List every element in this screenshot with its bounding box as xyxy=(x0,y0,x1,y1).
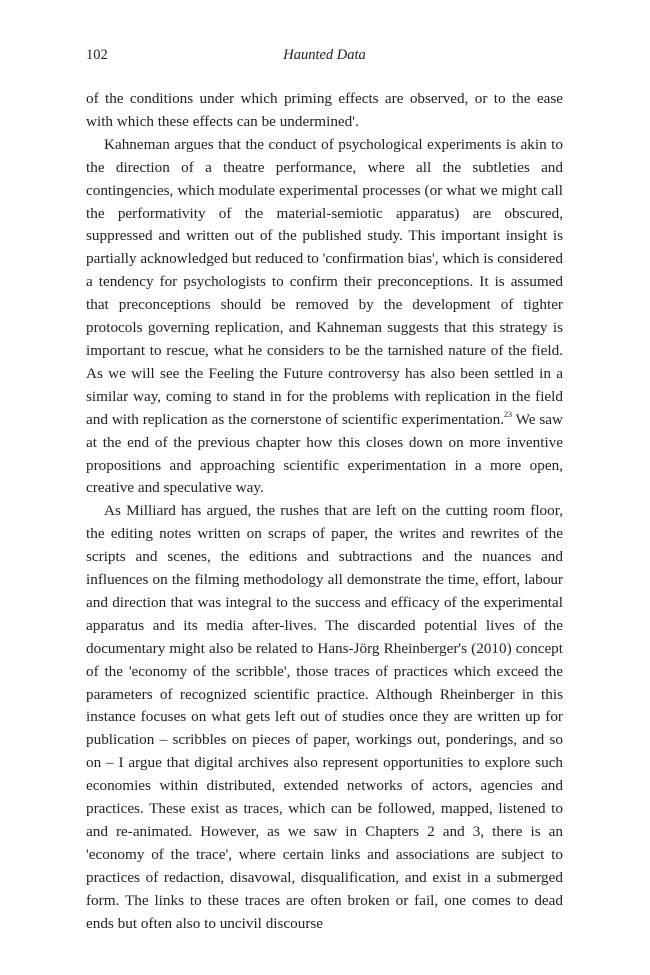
paragraph-milliard: As Milliard has argued, the rushes that are left on the cutting room floor, the editing notes written on scraps of paper, the writes and rewrites of the scripts and scenes, the editions and subtractions and the nuances and influences on the filming methodology all demonstrate the time, effort, labour and direction that was integral to the success and efficacy of the experimental apparatus and its media after-lives. The discarded potential lives of the documentary might also be related to Hans-Jörg Rheinberger's (2010) concept of the 'economy of the scribble', those traces of practices which exceed the parameters of recognized scientific practice. Although Rheinberger in this instance focuses on what gets left out of studies once they are written up for publication – scribbles on pieces of paper, workings out, ponderings, and so on – I argue that digital archives also represent opportunities to explore such economies within distributed, extended networks of actors, agencies and practices. These exist as traces, which can be followed, mapped, listened to and re-animated. However, as we saw in Chapters 2 and 3, there is an 'economy of the trace', where certain links and associations are subject to practices of redaction, disavowal, disqualification, and exist in a submerged form. The links to these traces are often broken or fail, one comes to dead ends but often also to uncivil discourse xyxy=(86,502,563,932)
page-number: 102 xyxy=(86,47,108,63)
paragraph-text: Kahneman argues that the conduct of psychological experiments is akin to the direction of a theatre performance, where all the subtleties and contingencies, which modulate experimental processes (or what we might call the performativity of the material-semiotic apparatus) are obscured, suppressed and written out of the published study. This important insight is partially acknowledged but reduced to 'confirmation bias', which is considered a tendency for psychologists to confirm their preconceptions. It is assumed that preconceptions should be removed by the development of tighter protocols governing replication, and Kahneman suggests that this strategy is important to rescue, what he considers to be the tarnished nature of the field. As we will see the Feeling the Future controversy has also been settled in a similar way, coming to stand in for the problems with replication in the field and with replication as the cornerstone of scientific experimentation. xyxy=(86,135,563,428)
footnote-marker[interactable]: 23 xyxy=(503,409,512,419)
paragraph-continuation: of the conditions under which priming effects are observed, or to the ease with which these effects can be undermined'. xyxy=(86,90,563,130)
page-header xyxy=(86,47,563,67)
running-title: Haunted Data xyxy=(283,47,366,63)
paragraph-text: We saw at the end of the previous chapter how this closes down on more inventive propositions and approaching scientific experimentation in a more open, creative and speculative way. xyxy=(86,410,564,497)
body-text xyxy=(86,88,563,936)
paragraph-kahneman xyxy=(86,134,563,501)
